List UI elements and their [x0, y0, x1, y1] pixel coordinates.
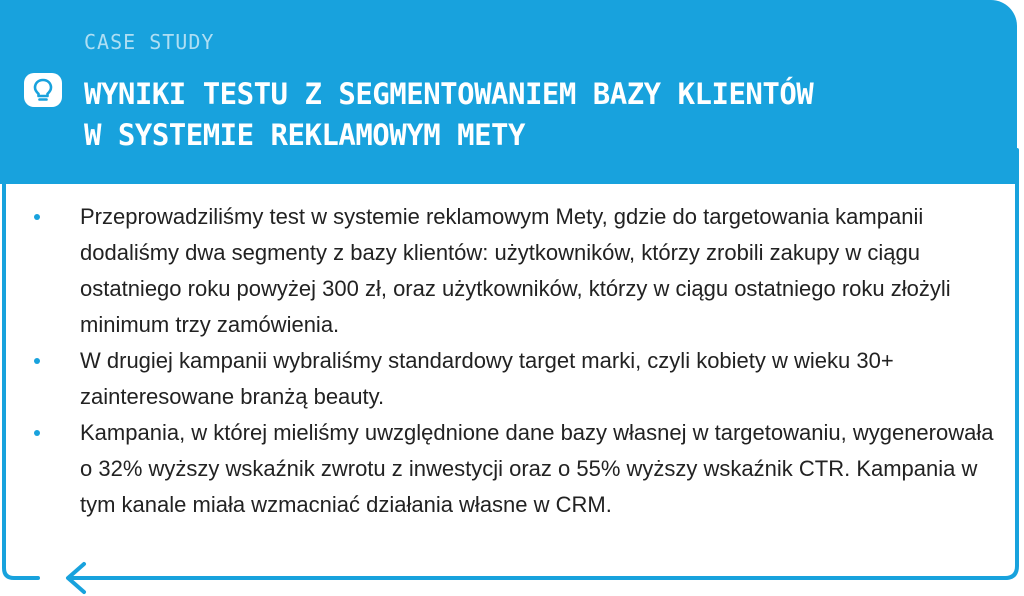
bullet-dot [34, 214, 40, 220]
list-item [28, 415, 1003, 523]
bullet-text: W drugiej kampanii wybraliśmy standardowy target marki, czyli kobiety w wieku 30+ zainteresowane branżą beauty. [80, 348, 894, 409]
case-study-header [0, 0, 1017, 184]
title-line-1: WYNIKI TESTU Z SEGMENTOWANIEM BAZY KLIENTÓW [84, 77, 814, 111]
case-study-kicker: CASE STUDY [84, 30, 215, 54]
lightbulb-icon [24, 73, 62, 107]
list-item [28, 199, 1003, 343]
bullet-dot [34, 430, 40, 436]
case-study-bullets [28, 199, 1003, 523]
bullet-text: Przeprowadziliśmy test w systemie reklamowym Mety, gdzie do targetowania kampanii dodaliśmy dwa segmenty z bazy klientów: użytkowników, którzy zrobili zakupy w ciągu ostatniego roku powyżej 300 zł, oraz użytkowników, którzy w ciągu ostatniego roku złożyli minimum trzy zamówienia. [80, 204, 951, 337]
bullet-text: Kampania, w której mieliśmy uwzględnione dane bazy własnej w targetowaniu, wygenerowała o 32% wyższy wskaźnik zwrotu z inwestycji oraz o 55% wyższy wskaźnik CTR. Kampania w tym kanale miała wzmacniać działania własne w CRM. [80, 420, 994, 517]
list-item [28, 343, 1003, 415]
title-line-2: W SYSTEMIE REKLAMOWYM METY [84, 118, 525, 152]
page-title [84, 74, 944, 156]
bullet-dot [34, 358, 40, 364]
